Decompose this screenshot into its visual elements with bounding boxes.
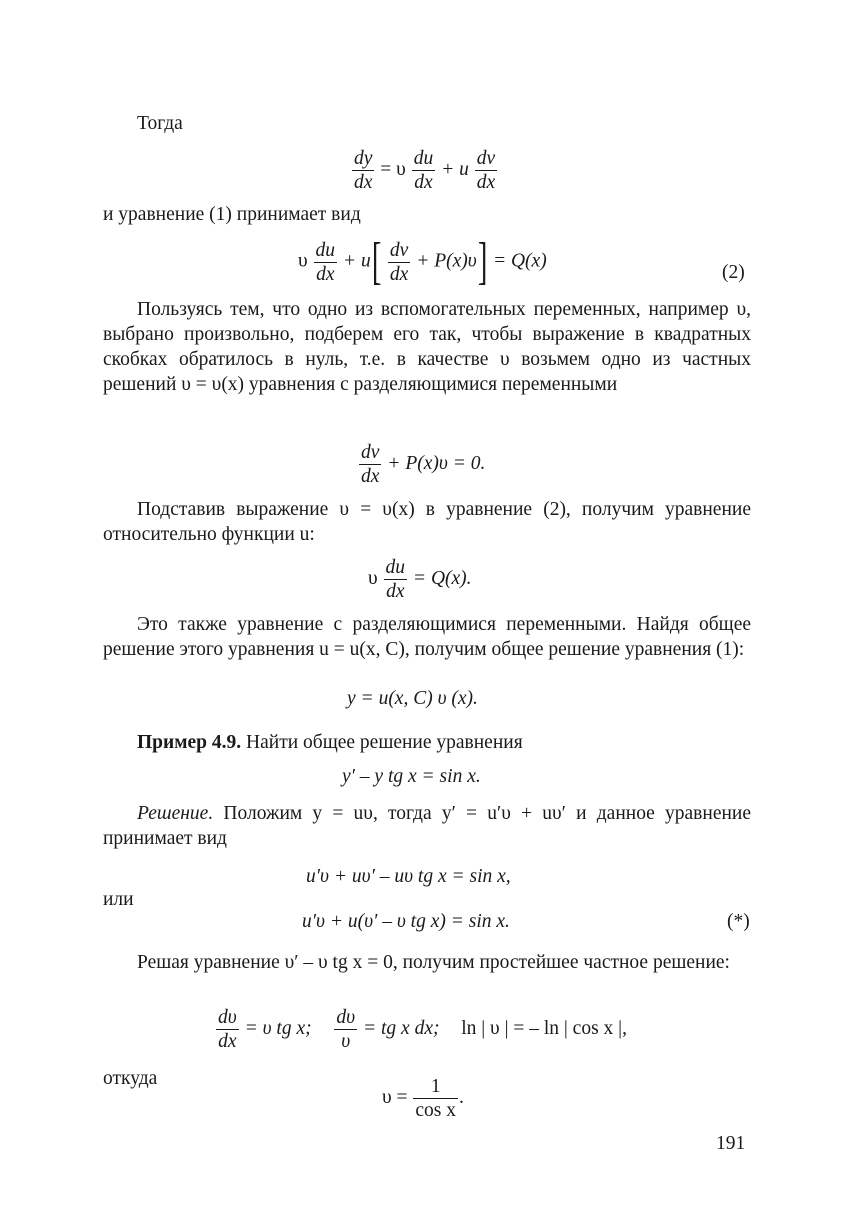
- fraction: $\frac{dy}{dx}$: [354, 148, 373, 193]
- text-then: Тогда: [137, 113, 183, 134]
- paragraph-choose-v: Пользуясь тем, что одно из вспомогательных переменных, например υ, выбрано произвольно, подберем его так, чтобы выражение в квадратных скобках обратилось в нуль, т.е. в качестве υ возьмем одно из частных решений υ = υ(x) уравнения с разделяющимися переменными: [103, 299, 751, 395]
- paragraph-also-separable: Это также уравнение с разделяющимися переменными. Найдя общее решение этого уравнения u = u(x, C), получим общее решение уравнения (1):: [103, 614, 751, 660]
- equation-example: y′ – y tg x = sin x.: [342, 766, 481, 787]
- paragraph-substitute: Подставив выражение υ = υ(x) в уравнение (2), получим уравнение относительно функции u:: [103, 499, 751, 545]
- paragraph-solving: Решая уравнение υ′ – υ tg x = 0, получим простейшее частное решение:: [137, 952, 730, 973]
- fraction: $\frac{dv}{dx}$: [389, 239, 409, 285]
- fraction: $\frac{dv}{dx}$: [476, 148, 496, 193]
- fraction: $\frac{d\upsilon}{\upsilon}$: [336, 1007, 356, 1052]
- example-heading: [137, 732, 523, 754]
- equation-2: υ $\frac{du}{dx}$ + u[ $\frac{dv}{dx}$ + P(x)υ] = Q(x): [298, 233, 547, 290]
- page-number: 191: [716, 1133, 746, 1154]
- text-equation-becomes: и уравнение (1) принимает вид: [103, 204, 361, 225]
- fraction: $\frac{1}{\text{cos x}}$: [415, 1076, 457, 1121]
- fraction: $\frac{dv}{dx}$: [361, 442, 380, 487]
- equation-chain: $\frac{d\upsilon}{dx}$ = υ tg x; $\frac{d\upsilon}{\upsilon}$ = tg x dx; ln | υ | = – ln | cos x |,: [218, 1007, 627, 1052]
- fraction: $\frac{du}{dx}$: [385, 557, 406, 602]
- equation-final: υ = $\frac{1}{\text{cos x}}$ .: [382, 1076, 464, 1121]
- text-or: или: [103, 889, 134, 910]
- equation-label: (2): [722, 262, 745, 283]
- equation-u: υ $\frac{du}{dx}$ = Q(x).: [368, 557, 472, 602]
- example-text: Найти общее решение уравнения: [246, 732, 523, 753]
- equation-substitution-2: u′υ + u(υ′ – υ tg x) = sin x.: [302, 911, 510, 932]
- equation-separable: $\frac{dv}{dx}$ + P(x)υ = 0.: [361, 442, 486, 487]
- fraction: $\frac{du}{dx}$: [413, 148, 434, 193]
- fraction: $\frac{d\upsilon}{dx}$: [218, 1007, 237, 1052]
- example-label: Пример 4.9.: [137, 732, 242, 753]
- text-whence: откуда: [103, 1068, 158, 1089]
- equation-general-solution: y = u(x, C) υ (x).: [347, 688, 478, 709]
- fraction: $\frac{du}{dx}$: [315, 239, 336, 285]
- paragraph-solution: [103, 801, 751, 851]
- equation-product-rule: $\frac{dy}{dx}$ = υ $\frac{du}{dx}$ + u $\frac{dv}{dx}$: [354, 148, 496, 193]
- equation-label-star: (*): [727, 911, 750, 932]
- solution-text: Положим y = uυ, тогда y′ = u′υ + uυ′ и данное уравнение принимает вид: [103, 803, 752, 849]
- equation-substitution-1: u′υ + uυ′ – uυ tg x = sin x,: [306, 866, 511, 887]
- solution-label: Решение.: [137, 803, 214, 824]
